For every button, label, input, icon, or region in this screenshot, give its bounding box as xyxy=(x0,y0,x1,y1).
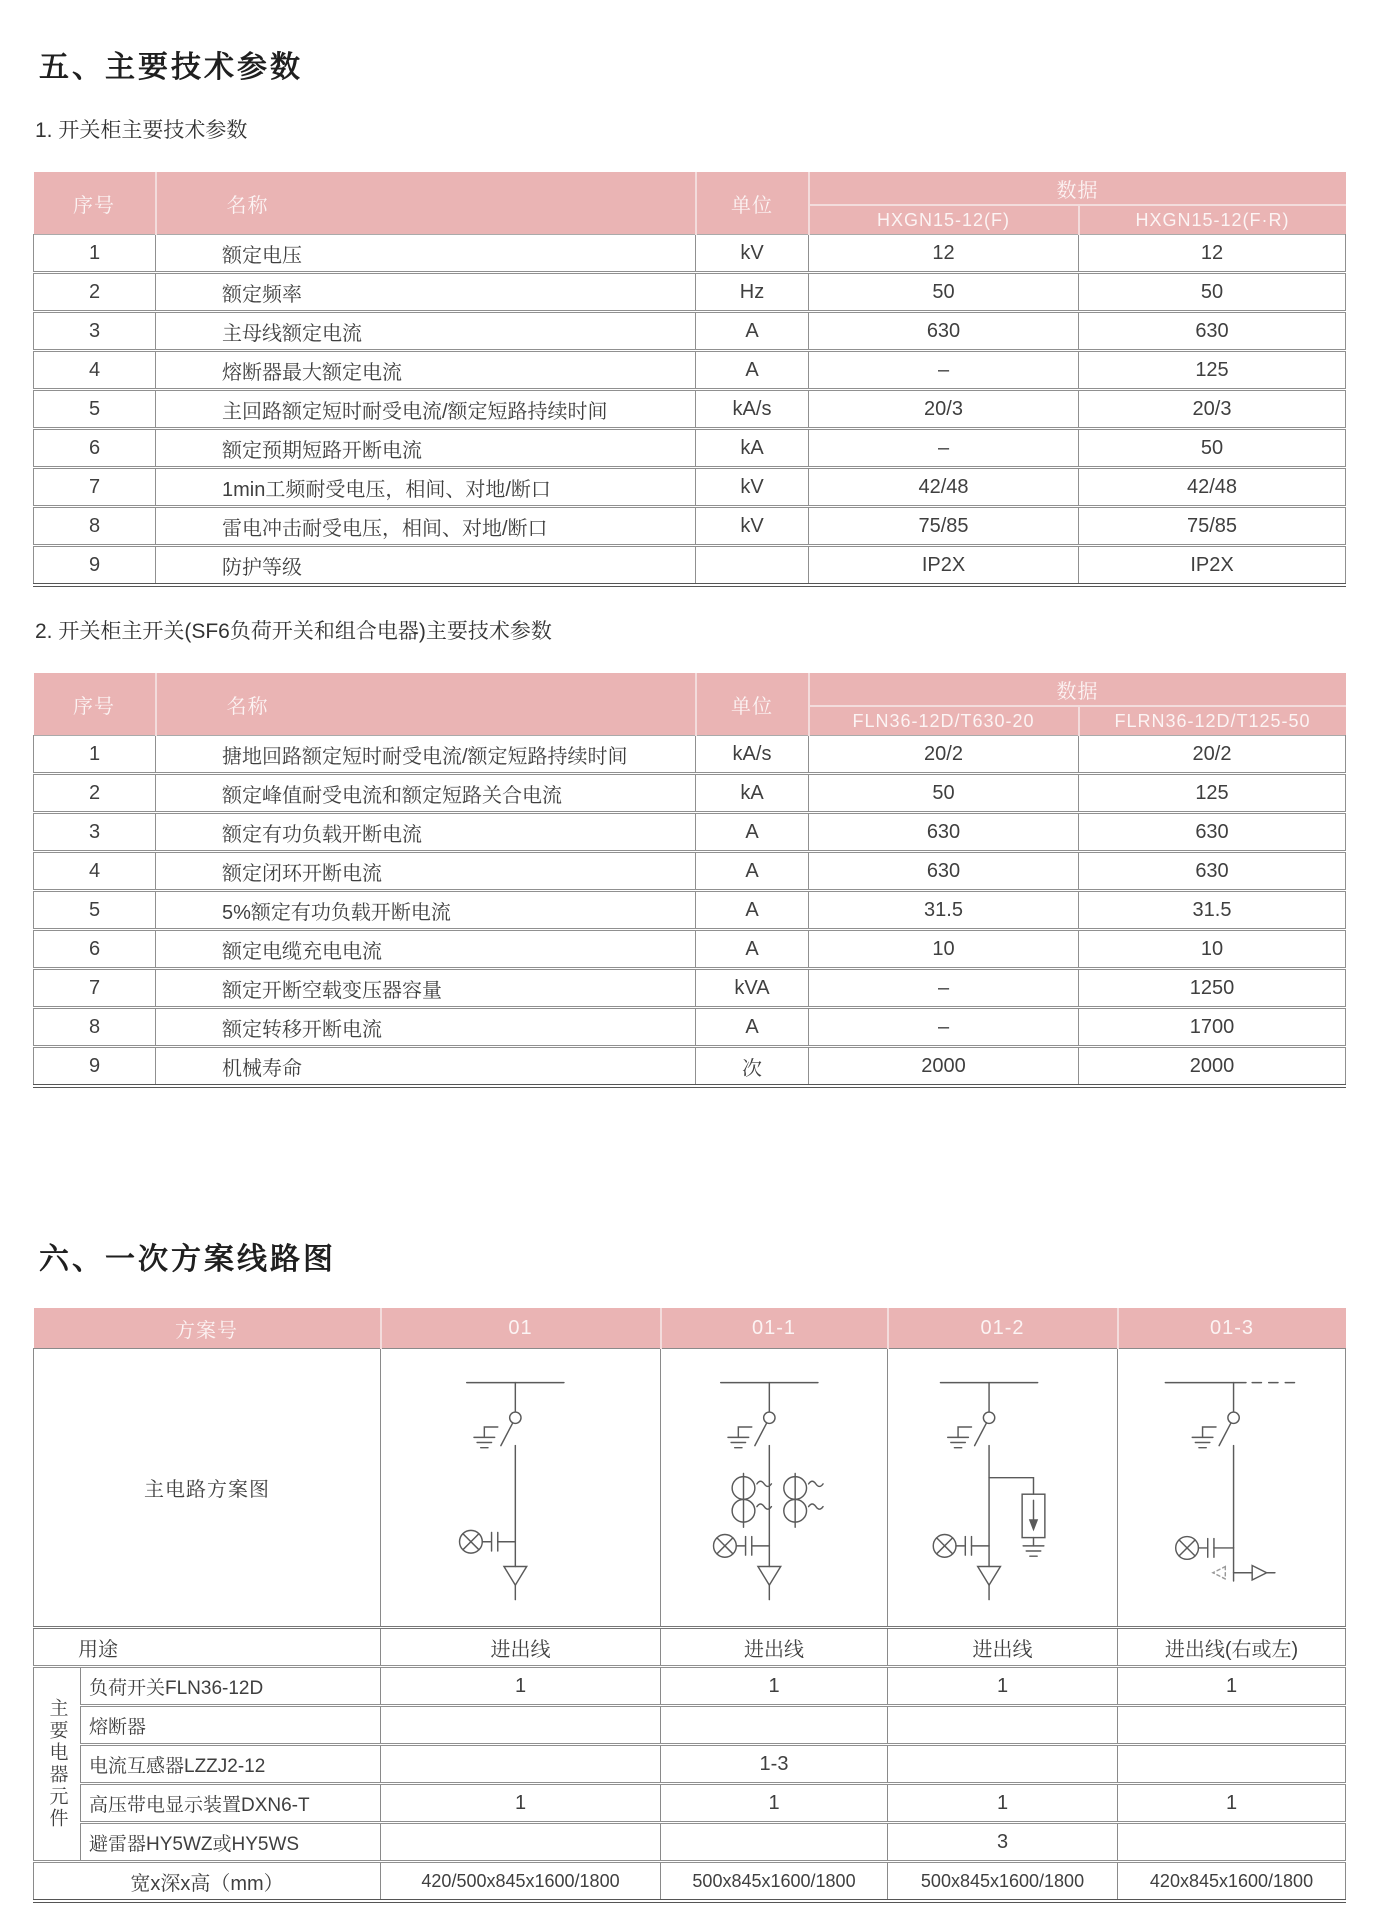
table-row xyxy=(34,969,1346,1008)
component-qty: 1 xyxy=(1118,1784,1346,1823)
component-qty xyxy=(381,1745,661,1784)
component-qty: 3 xyxy=(888,1823,1118,1862)
live-display-lamp-icon xyxy=(1176,1536,1234,1559)
earth-switch-icon xyxy=(728,1427,752,1448)
unit-cell: A xyxy=(696,891,809,930)
circuit-diagram-01-2 xyxy=(909,1364,1096,1612)
table-row xyxy=(34,852,1346,891)
table-row xyxy=(34,891,1346,930)
table-row xyxy=(34,235,1346,273)
col-header-name: 名称 xyxy=(156,673,696,736)
unit-cell: A xyxy=(696,852,809,891)
table-row xyxy=(34,1008,1346,1047)
seq-cell: 9 xyxy=(34,1047,156,1087)
usage-value: 进出线(右或左) xyxy=(1118,1628,1346,1667)
section-6-title: 六、一次方案线路图 xyxy=(39,1243,336,1276)
value-cell: 20/3 xyxy=(809,390,1079,429)
col-header-01-1: 01-1 xyxy=(661,1308,888,1349)
diagram-cell-01-1 xyxy=(661,1349,888,1628)
value-cell: 50 xyxy=(1079,273,1346,312)
surge-arrester-icon xyxy=(989,1477,1045,1556)
component-row xyxy=(34,1745,1346,1784)
cable-outgoing-icon xyxy=(757,1566,780,1599)
table-row xyxy=(34,1047,1346,1087)
component-name: 避雷器HY5WZ或HY5WS xyxy=(81,1823,381,1862)
component-group-label: 主要电器元件 xyxy=(34,1667,81,1862)
unit-cell: A xyxy=(696,312,809,351)
col-header-model2: FLRN36-12D/T125-50 xyxy=(1079,706,1346,736)
component-qty xyxy=(888,1706,1118,1745)
primary-scheme-table xyxy=(33,1308,1346,1903)
name-cell: 额定频率 xyxy=(156,273,696,312)
col-header-01-2: 01-2 xyxy=(888,1308,1118,1349)
value-cell: 42/48 xyxy=(1079,468,1346,507)
table-row xyxy=(34,312,1346,351)
component-name: 高压带电显示装置DXN6-T xyxy=(81,1784,381,1823)
usage-value: 进出线 xyxy=(381,1628,661,1667)
table-row xyxy=(34,429,1346,468)
current-transformer-icon xyxy=(732,1473,771,1527)
circuit-diagram-01 xyxy=(427,1364,614,1612)
value-cell: 1700 xyxy=(1079,1008,1346,1047)
name-cell: 额定转移开断电流 xyxy=(156,1008,696,1047)
value-cell: 75/85 xyxy=(809,507,1079,546)
seq-cell: 7 xyxy=(34,969,156,1008)
name-cell: 5%额定有功负载开断电流 xyxy=(156,891,696,930)
component-qty: 1 xyxy=(381,1784,661,1823)
value-cell: 20/2 xyxy=(809,736,1079,774)
earth-switch-icon xyxy=(474,1427,498,1448)
value-cell: IP2X xyxy=(809,546,1079,586)
value-cell: 2000 xyxy=(809,1047,1079,1087)
value-cell: 10 xyxy=(809,930,1079,969)
col-header-seq: 序号 xyxy=(34,673,156,736)
value-cell: 630 xyxy=(1079,852,1346,891)
col-header-plan: 方案号 xyxy=(34,1308,381,1349)
value-cell: – xyxy=(809,1008,1079,1047)
name-cell: 额定闭环开断电流 xyxy=(156,852,696,891)
usage-row xyxy=(34,1628,1346,1667)
component-qty: 1 xyxy=(888,1784,1118,1823)
table-row xyxy=(34,736,1346,774)
col-header-01: 01 xyxy=(381,1308,661,1349)
value-cell: 630 xyxy=(1079,312,1346,351)
table-row xyxy=(34,468,1346,507)
cable-outgoing-icon xyxy=(504,1566,527,1599)
seq-cell: 6 xyxy=(34,429,156,468)
size-value: 500x845x1600/1800 xyxy=(888,1862,1118,1902)
load-switch-icon xyxy=(1219,1412,1239,1446)
component-row xyxy=(34,1706,1346,1745)
component-qty xyxy=(661,1706,888,1745)
earth-switch-icon xyxy=(948,1427,972,1448)
busbar xyxy=(720,1382,817,1411)
component-row xyxy=(34,1667,1346,1706)
main-switch-params-table xyxy=(33,673,1346,1088)
component-qty: 1 xyxy=(888,1667,1118,1706)
side-outgoing-icon xyxy=(1213,1565,1275,1579)
value-cell: 31.5 xyxy=(809,891,1079,930)
diagram-row xyxy=(34,1349,1346,1628)
value-cell: 31.5 xyxy=(1079,891,1346,930)
table-row xyxy=(34,774,1346,813)
usage-value: 进出线 xyxy=(888,1628,1118,1667)
value-cell: – xyxy=(809,429,1079,468)
component-qty xyxy=(381,1823,661,1862)
size-row xyxy=(34,1862,1346,1902)
cable-outgoing-icon xyxy=(978,1566,1001,1599)
value-cell: 630 xyxy=(809,312,1079,351)
unit-cell: kVA xyxy=(696,969,809,1008)
diagram-cell-01-3 xyxy=(1118,1349,1346,1628)
component-qty: 1 xyxy=(381,1667,661,1706)
name-cell: 主回路额定短时耐受电流/额定短路持续时间 xyxy=(156,390,696,429)
earth-switch-icon xyxy=(1192,1427,1216,1448)
value-cell: 125 xyxy=(1079,774,1346,813)
current-transformer-icon xyxy=(783,1473,822,1527)
value-cell: 630 xyxy=(1079,813,1346,852)
size-label: 宽x深x高（mm） xyxy=(34,1862,381,1902)
value-cell: – xyxy=(809,969,1079,1008)
name-cell: 防护等级 xyxy=(156,546,696,586)
name-cell: 搪地回路额定短时耐受电流/额定短路持续时间 xyxy=(156,736,696,774)
component-name: 熔断器 xyxy=(81,1706,381,1745)
component-name: 负荷开关FLN36-12D xyxy=(81,1667,381,1706)
unit-cell: A xyxy=(696,1008,809,1047)
subsection-2-title: 2. 开关柜主开关(SF6负荷开关和组合电器)主要技术参数 xyxy=(35,620,552,643)
value-cell: 42/48 xyxy=(809,468,1079,507)
table2-header xyxy=(34,673,1346,736)
component-qty: 1 xyxy=(661,1667,888,1706)
component-row xyxy=(34,1784,1346,1823)
live-display-lamp-icon xyxy=(713,1534,769,1557)
seq-cell: 9 xyxy=(34,546,156,586)
value-cell: 50 xyxy=(1079,429,1346,468)
busbar xyxy=(467,1382,564,1411)
unit-cell: kA/s xyxy=(696,736,809,774)
seq-cell: 5 xyxy=(34,390,156,429)
value-cell: 1250 xyxy=(1079,969,1346,1008)
unit-cell: 次 xyxy=(696,1047,809,1087)
diagram-cell-01 xyxy=(381,1349,661,1628)
table-row xyxy=(34,351,1346,390)
unit-cell: kA xyxy=(696,774,809,813)
value-cell: 630 xyxy=(809,852,1079,891)
unit-cell: kV xyxy=(696,507,809,546)
col-header-model1: HXGN15-12(F) xyxy=(809,205,1079,235)
busbar xyxy=(941,1382,1038,1411)
component-qty xyxy=(661,1823,888,1862)
component-qty xyxy=(888,1745,1118,1784)
col-header-data: 数据 xyxy=(809,673,1346,706)
col-header-model1: FLN36-12D/T630-20 xyxy=(809,706,1079,736)
value-cell: 75/85 xyxy=(1079,507,1346,546)
seq-cell: 5 xyxy=(34,891,156,930)
name-cell: 额定预期短路开断电流 xyxy=(156,429,696,468)
name-cell: 额定电压 xyxy=(156,235,696,273)
size-value: 500x845x1600/1800 xyxy=(661,1862,888,1902)
load-switch-icon xyxy=(501,1412,521,1446)
name-cell: 机械寿命 xyxy=(156,1047,696,1087)
table-row xyxy=(34,546,1346,586)
table-row xyxy=(34,390,1346,429)
component-row xyxy=(34,1823,1346,1862)
unit-cell: kV xyxy=(696,468,809,507)
usage-label: 用途 xyxy=(34,1628,381,1667)
value-cell: 50 xyxy=(809,273,1079,312)
table1-header xyxy=(34,172,1346,235)
seq-cell: 1 xyxy=(34,736,156,774)
name-cell: 主母线额定电流 xyxy=(156,312,696,351)
value-cell: 630 xyxy=(809,813,1079,852)
seq-cell: 6 xyxy=(34,930,156,969)
seq-cell: 2 xyxy=(34,273,156,312)
seq-cell: 8 xyxy=(34,507,156,546)
seq-cell: 3 xyxy=(34,813,156,852)
diagram-row-label: 主电路方案图 xyxy=(34,1349,381,1628)
col-header-unit: 单位 xyxy=(696,673,809,736)
table-row xyxy=(34,507,1346,546)
switchgear-params-table xyxy=(33,172,1346,587)
name-cell: 额定开断空载变压器容量 xyxy=(156,969,696,1008)
seq-cell: 3 xyxy=(34,312,156,351)
seq-cell: 8 xyxy=(34,1008,156,1047)
unit-cell xyxy=(696,546,809,586)
size-value: 420x845x1600/1800 xyxy=(1118,1862,1346,1902)
seq-cell: 4 xyxy=(34,852,156,891)
table-row xyxy=(34,273,1346,312)
component-name: 电流互感器LZZJ2-12 xyxy=(81,1745,381,1784)
live-display-lamp-icon xyxy=(460,1530,516,1553)
name-cell: 额定峰值耐受电流和额定短路关合电流 xyxy=(156,774,696,813)
unit-cell: Hz xyxy=(696,273,809,312)
col-header-seq: 序号 xyxy=(34,172,156,235)
table-row xyxy=(34,930,1346,969)
component-qty xyxy=(1118,1745,1346,1784)
spacer xyxy=(33,1088,1345,1234)
section-5-title: 五、主要技术参数 xyxy=(39,51,303,84)
seq-cell: 4 xyxy=(34,351,156,390)
name-cell: 雷电冲击耐受电压，相间、对地/断口 xyxy=(156,507,696,546)
name-cell: 额定电缆充电电流 xyxy=(156,930,696,969)
seq-cell: 7 xyxy=(34,468,156,507)
scheme-header xyxy=(34,1308,1346,1349)
unit-cell: A xyxy=(696,813,809,852)
diagram-cell-01-2 xyxy=(888,1349,1118,1628)
unit-cell: kV xyxy=(696,235,809,273)
unit-cell: kA/s xyxy=(696,390,809,429)
name-cell: 熔断器最大额定电流 xyxy=(156,351,696,390)
col-header-data: 数据 xyxy=(809,172,1346,205)
circuit-diagram-01-3 xyxy=(1138,1364,1325,1612)
live-display-lamp-icon xyxy=(933,1534,989,1557)
component-qty xyxy=(1118,1823,1346,1862)
value-cell: – xyxy=(809,351,1079,390)
name-cell: 额定有功负载开断电流 xyxy=(156,813,696,852)
value-cell: 20/2 xyxy=(1079,736,1346,774)
col-header-unit: 单位 xyxy=(696,172,809,235)
load-switch-icon xyxy=(975,1412,995,1446)
value-cell: 2000 xyxy=(1079,1047,1346,1087)
value-cell: 50 xyxy=(809,774,1079,813)
table-row xyxy=(34,813,1346,852)
value-cell: 12 xyxy=(809,235,1079,273)
circuit-diagram-01-1 xyxy=(681,1364,868,1612)
load-switch-icon xyxy=(754,1412,774,1446)
unit-cell: A xyxy=(696,351,809,390)
component-qty: 1-3 xyxy=(661,1745,888,1784)
value-cell: 20/3 xyxy=(1079,390,1346,429)
seq-cell: 2 xyxy=(34,774,156,813)
component-qty xyxy=(1118,1706,1346,1745)
value-cell: 125 xyxy=(1079,351,1346,390)
component-qty xyxy=(381,1706,661,1745)
col-header-01-3: 01-3 xyxy=(1118,1308,1346,1349)
col-header-model2: HXGN15-12(F·R) xyxy=(1079,205,1346,235)
size-value: 420/500x845x1600/1800 xyxy=(381,1862,661,1902)
component-qty: 1 xyxy=(1118,1667,1346,1706)
busbar xyxy=(1165,1382,1299,1411)
component-qty: 1 xyxy=(661,1784,888,1823)
value-cell: IP2X xyxy=(1079,546,1346,586)
col-header-name: 名称 xyxy=(156,172,696,235)
usage-value: 进出线 xyxy=(661,1628,888,1667)
unit-cell: A xyxy=(696,930,809,969)
subsection-1-title: 1. 开关柜主要技术参数 xyxy=(35,119,248,142)
seq-cell: 1 xyxy=(34,235,156,273)
value-cell: 12 xyxy=(1079,235,1346,273)
name-cell: 1min工频耐受电压，相间、对地/断口 xyxy=(156,468,696,507)
unit-cell: kA xyxy=(696,429,809,468)
value-cell: 10 xyxy=(1079,930,1346,969)
